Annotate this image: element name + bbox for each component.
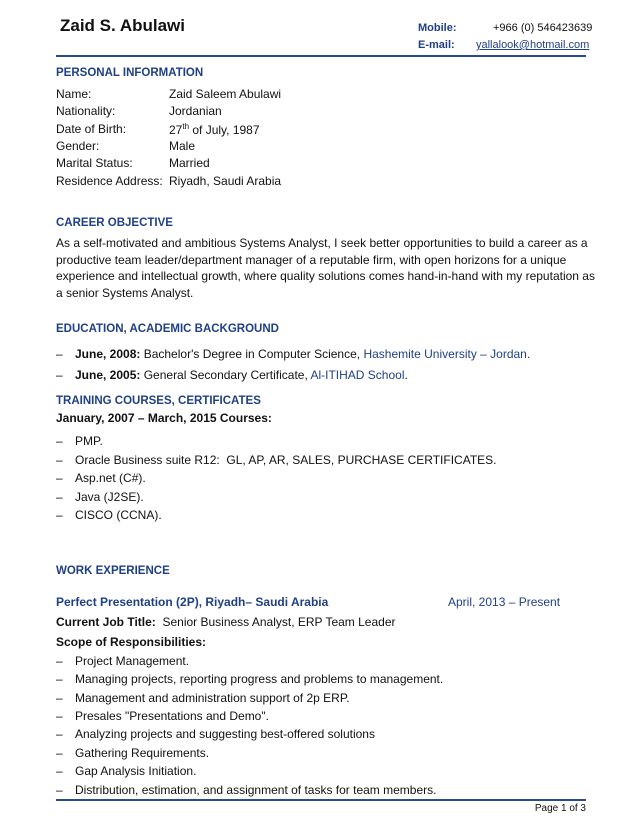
nationality-value: Jordanian xyxy=(169,104,222,118)
candidate-name: Zaid S. Abulawi xyxy=(60,16,185,35)
dash-bullet: – xyxy=(56,490,63,504)
responsibility-text: Management and administration support of 2p ERP. xyxy=(75,691,350,705)
training-item-text: Asp.net (C#). xyxy=(75,471,146,485)
residence-value: Riyadh, Saudi Arabia xyxy=(169,174,282,188)
gender-value: Male xyxy=(169,139,196,153)
training-item-text: Oracle Business suite R12: GL, AP, AR, SALES, PURCHASE CERTIFICATES. xyxy=(75,453,497,467)
dob-value xyxy=(169,122,260,137)
education-date: June, 2008: xyxy=(75,347,141,361)
marital-value: Married xyxy=(169,156,210,170)
mobile-value: +966 (0) 546423639 xyxy=(493,22,593,34)
dash-bullet: – xyxy=(56,746,63,760)
training-item-text: Java (J2SE). xyxy=(75,490,144,504)
training-item xyxy=(56,490,144,504)
responsibility-item xyxy=(56,727,375,741)
dash-bullet: – xyxy=(56,471,63,485)
dash-bullet: – xyxy=(56,727,63,741)
header-divider xyxy=(56,55,586,57)
education-item xyxy=(56,347,530,361)
education-text: General Secondary Certificate, xyxy=(140,368,311,382)
work-experience-heading: WORK EXPERIENCE xyxy=(56,565,170,577)
name-label: Name: xyxy=(56,87,92,101)
education-institution: Hashemite University – Jordan. xyxy=(363,347,531,361)
personal-information-heading: PERSONAL INFORMATION xyxy=(56,67,204,79)
job-title-label: Current Job Title: xyxy=(56,615,156,629)
dob-label: Date of Birth: xyxy=(56,122,127,136)
responsibility-item xyxy=(56,783,436,797)
dash-bullet: – xyxy=(56,764,63,778)
training-item xyxy=(56,471,146,485)
dash-bullet: – xyxy=(56,654,63,668)
mobile-label: Mobile: xyxy=(418,22,457,34)
page-number: Page 1 of 3 xyxy=(534,803,586,814)
work-period: April, 2013 – Present xyxy=(448,595,561,609)
dash-bullet: – xyxy=(56,434,63,448)
responsibility-text: Managing projects, reporting progress and problems to management. xyxy=(75,672,444,686)
gender-label: Gender: xyxy=(56,139,100,153)
name-value: Zaid Saleem Abulawi xyxy=(169,87,282,101)
responsibility-item xyxy=(56,709,269,723)
education-text: Bachelor's Degree in Computer Science, xyxy=(140,347,364,361)
responsibility-text: Analyzing projects and suggesting best-offered solutions xyxy=(75,727,375,741)
dash-bullet: – xyxy=(56,508,63,522)
scope-heading: Scope of Responsibilities: xyxy=(56,635,207,649)
training-heading: TRAINING COURSES, CERTIFICATES xyxy=(56,395,261,407)
dob-day: 27 xyxy=(169,123,183,137)
training-subtitle: January, 2007 – March, 2015 Courses: xyxy=(56,411,272,425)
marital-label: Marital Status: xyxy=(56,156,133,170)
responsibility-item xyxy=(56,654,189,668)
responsibility-text: Distribution, estimation, and assignment of tasks for team members. xyxy=(75,783,437,797)
career-objective-heading: CAREER OBJECTIVE xyxy=(56,217,173,229)
dash-bullet: – xyxy=(56,709,63,723)
training-item-text: CISCO (CCNA). xyxy=(75,508,162,522)
job-title-row xyxy=(56,615,396,630)
responsibility-text: Presales "Presentations and Demo". xyxy=(75,709,269,723)
responsibility-item xyxy=(56,672,443,686)
training-item-text: PMP. xyxy=(75,434,103,448)
job-title-value: Senior Business Analyst, ERP Team Leader xyxy=(155,615,396,629)
training-item xyxy=(56,453,497,467)
dash-bullet: – xyxy=(56,347,63,361)
company-name: Perfect Presentation (2P), Riyadh– Saudi Arabia xyxy=(56,595,329,609)
training-item xyxy=(56,508,162,522)
residence-label: Residence Address: xyxy=(56,174,163,188)
responsibility-text: Project Management. xyxy=(75,654,190,668)
responsibility-item xyxy=(56,746,209,760)
dash-bullet: – xyxy=(56,783,63,797)
email-label: E-mail: xyxy=(418,39,455,51)
responsibility-text: Gathering Requirements. xyxy=(75,746,210,760)
responsibility-item xyxy=(56,764,196,778)
responsibility-text: Gap Analysis Initiation. xyxy=(75,764,197,778)
education-date: June, 2005: xyxy=(75,368,141,382)
education-institution: Al-ITIHAD School xyxy=(310,368,405,382)
career-objective-text xyxy=(56,235,596,301)
dash-bullet: – xyxy=(56,672,63,686)
education-item xyxy=(56,368,408,382)
dash-bullet: – xyxy=(56,453,63,467)
training-item xyxy=(56,434,103,448)
dash-bullet: – xyxy=(56,368,63,382)
dash-bullet: – xyxy=(56,691,63,705)
email-link[interactable]: yallalook@hotmail.com xyxy=(476,39,590,51)
dob-rest: of July, 1987 xyxy=(189,123,260,137)
education-heading: EDUCATION, ACADEMIC BACKGROUND xyxy=(56,323,279,335)
footer-divider xyxy=(56,799,586,801)
objective-line: a senior Systems Analyst. xyxy=(56,285,194,300)
responsibility-item xyxy=(56,691,350,705)
education-tail: . xyxy=(404,368,408,382)
objective-line: experience and intellectual growth, where quality solutions comes hand-in-hand with my reputation as xyxy=(56,269,595,283)
objective-line: As a self-motivated and ambitious Systems Analyst, I seek better opportunities to build a career as a xyxy=(56,236,588,250)
objective-line: productive team leader/department manager of a reputable firm, with open horizons for a unique xyxy=(56,252,567,267)
nationality-label: Nationality: xyxy=(56,104,116,118)
dob-suffix: th xyxy=(182,122,190,131)
